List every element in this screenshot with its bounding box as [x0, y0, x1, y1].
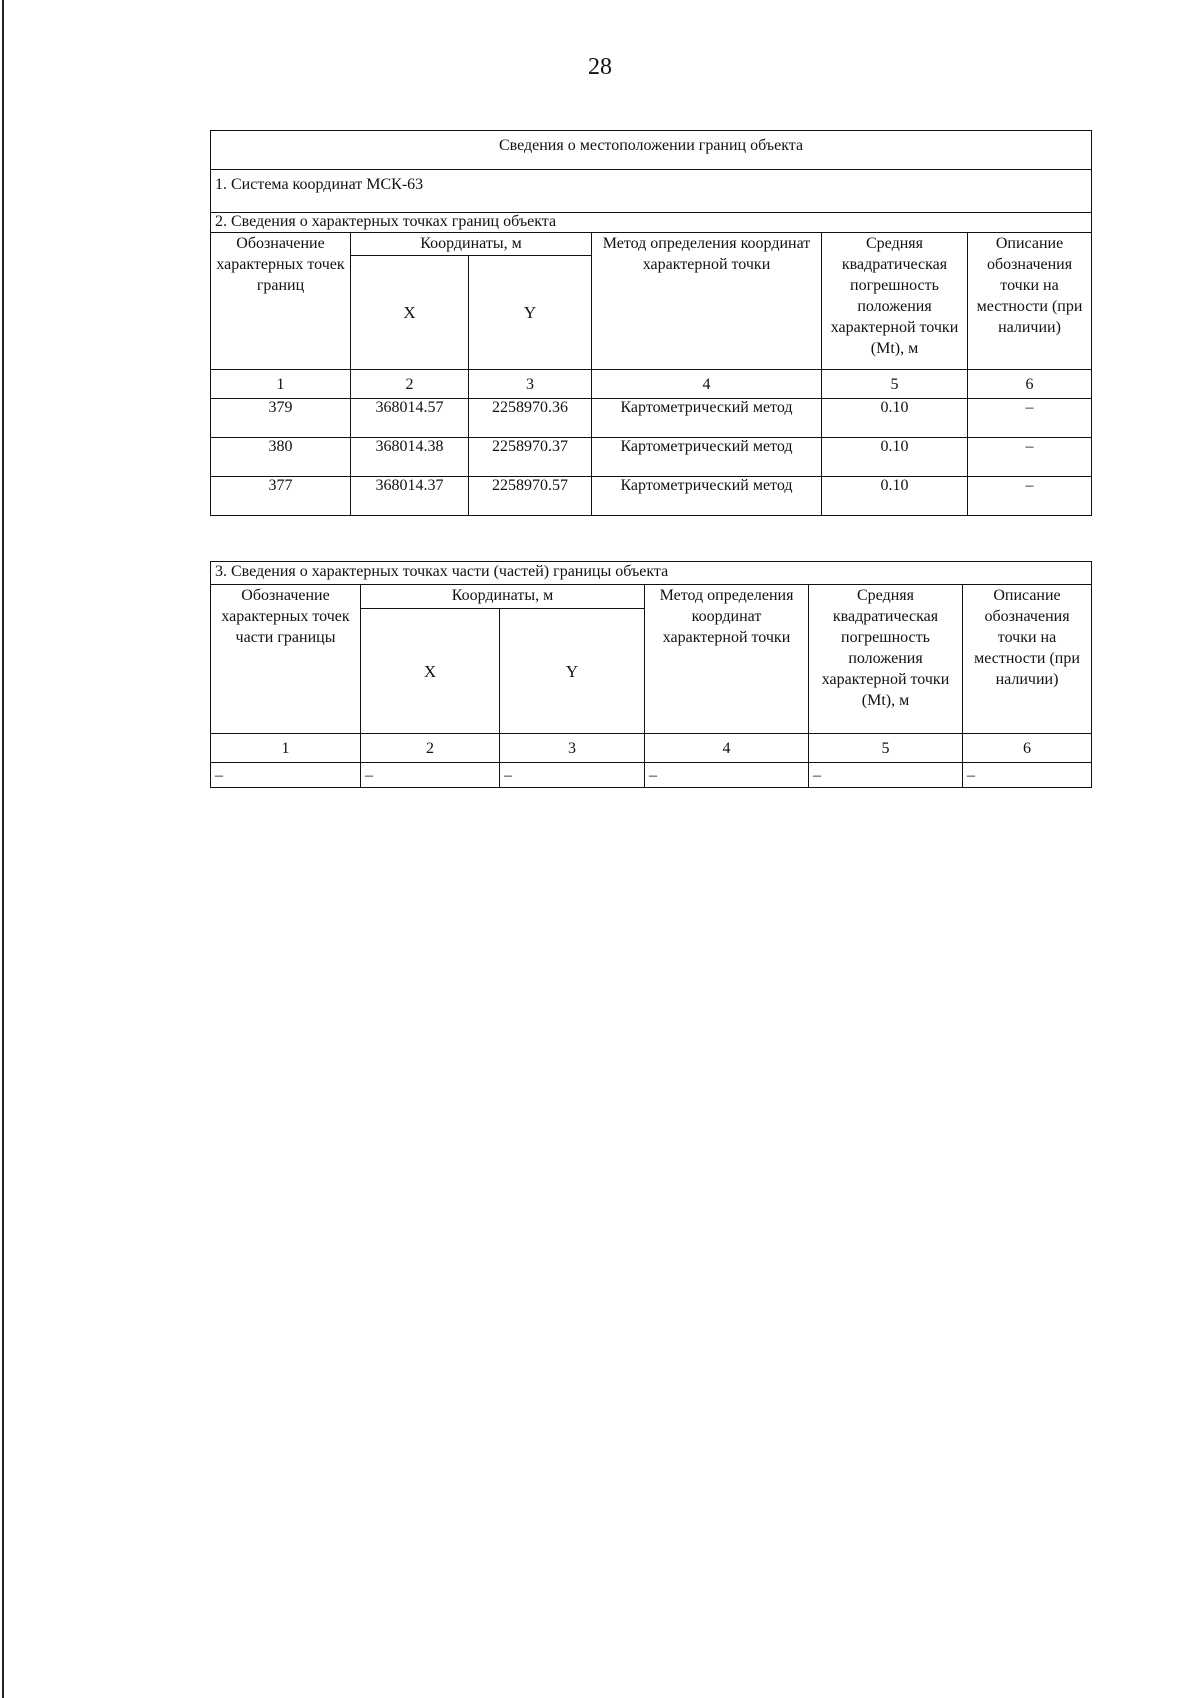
column-number: 3	[500, 734, 645, 763]
column-number: 2	[351, 370, 469, 399]
boundary-part-points-table	[210, 561, 1092, 788]
header-description: Описание обозначения точки на местности (при наличии)	[968, 233, 1092, 370]
header-y: Y	[469, 256, 592, 370]
method: Картометрический метод	[592, 438, 822, 477]
column-number: 6	[963, 734, 1092, 763]
column-number: 5	[809, 734, 963, 763]
section2-title: 2. Сведения о характерных точках границ объекта	[211, 213, 1092, 233]
header-method: Метод определения координат характерной точки	[592, 233, 822, 370]
coord-y: 2258970.37	[469, 438, 592, 477]
point-id: 379	[211, 399, 351, 438]
column-numbers-row	[211, 734, 1092, 763]
column-number: 1	[211, 370, 351, 399]
empty-cell: –	[963, 763, 1092, 788]
table-row	[211, 399, 1092, 438]
method: Картометрический метод	[592, 399, 822, 438]
mean-error: 0.10	[822, 477, 968, 516]
page-number: 28	[588, 54, 612, 80]
header-description: Описание обозначения точки на местности (при наличии)	[963, 585, 1092, 734]
point-id: 377	[211, 477, 351, 516]
empty-cell: –	[361, 763, 500, 788]
description: –	[968, 477, 1092, 516]
column-number: 4	[645, 734, 809, 763]
mean-error: 0.10	[822, 399, 968, 438]
column-number: 2	[361, 734, 500, 763]
coord-x: 368014.37	[351, 477, 469, 516]
coord-y: 2258970.57	[469, 477, 592, 516]
header-error: Средняя квадратическая погрешность положения характерной точки (Mt), м	[809, 585, 963, 734]
header-point-designation: Обозначение характерных точек границ	[211, 233, 351, 370]
header-x: X	[351, 256, 469, 370]
column-number: 4	[592, 370, 822, 399]
column-number: 5	[822, 370, 968, 399]
header-y: Y	[500, 609, 645, 734]
empty-cell: –	[645, 763, 809, 788]
empty-cell: –	[809, 763, 963, 788]
description: –	[968, 399, 1092, 438]
table-row	[211, 477, 1092, 516]
table-row	[211, 438, 1092, 477]
mean-error: 0.10	[822, 438, 968, 477]
header-coordinates: Координаты, м	[361, 585, 645, 609]
header-x: X	[361, 609, 500, 734]
coord-y: 2258970.36	[469, 399, 592, 438]
header-point-designation: Обозначение характерных точек части границы	[211, 585, 361, 734]
coordinate-system-row: 1. Система координат МСК-63	[211, 170, 1092, 213]
table-title: Сведения о местоположении границ объекта	[211, 131, 1092, 170]
point-id: 380	[211, 438, 351, 477]
table-row	[211, 763, 1092, 788]
method: Картометрический метод	[592, 477, 822, 516]
boundary-points-table	[210, 130, 1092, 516]
section3-title: 3. Сведения о характерных точках части (частей) границы объекта	[211, 562, 1092, 585]
column-number: 6	[968, 370, 1092, 399]
coord-x: 368014.38	[351, 438, 469, 477]
header-error: Средняя квадратическая погрешность положения характерной точки (Mt), м	[822, 233, 968, 370]
description: –	[968, 438, 1092, 477]
header-method: Метод определения координат характерной точки	[645, 585, 809, 734]
column-numbers-row	[211, 370, 1092, 399]
column-number: 1	[211, 734, 361, 763]
empty-cell: –	[211, 763, 361, 788]
column-number: 3	[469, 370, 592, 399]
header-coordinates: Координаты, м	[351, 233, 592, 256]
page-left-edge	[2, 0, 4, 1698]
coord-x: 368014.57	[351, 399, 469, 438]
empty-cell: –	[500, 763, 645, 788]
